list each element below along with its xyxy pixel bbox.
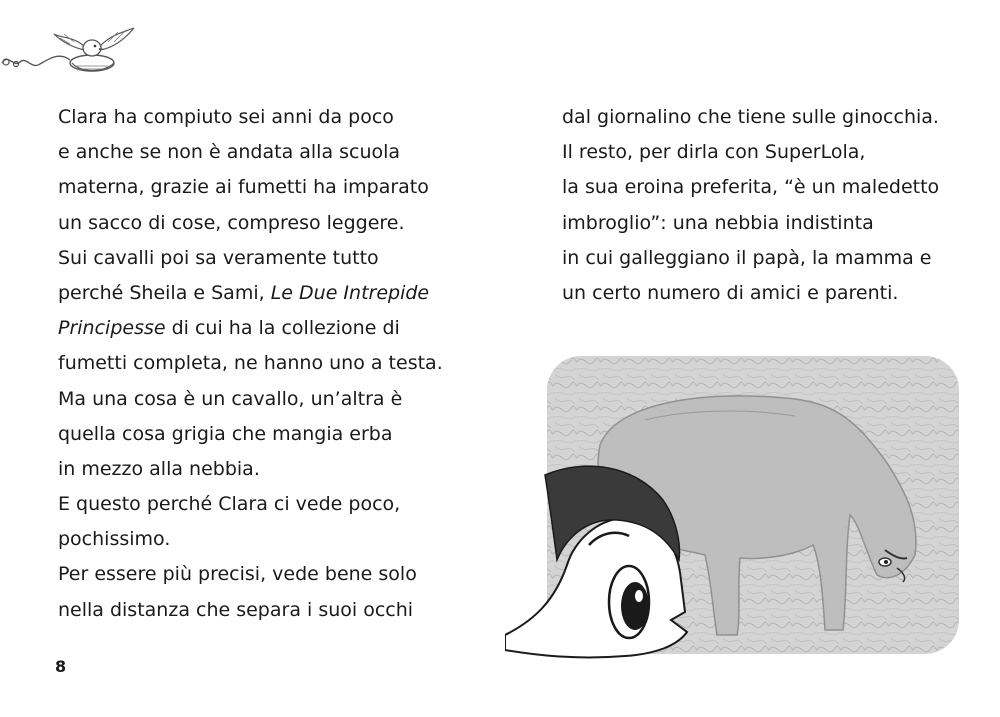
text-line: materna, grazie ai fumetti ha imparato (58, 176, 429, 199)
text-line: un certo numero di amici e parenti. (562, 281, 899, 304)
text-line (58, 311, 458, 346)
page-number: 8 (55, 657, 67, 676)
bird-nest-ornament-icon (0, 18, 140, 80)
text-line: Per essere più precisi, vede bene solo (58, 563, 417, 586)
text-segment: di cui ha la collezione di (171, 317, 400, 340)
text-line: la sua eroina preferita, “è un maledetto (562, 176, 940, 199)
text-segment: perché Sheila e Sami, (58, 281, 271, 304)
foggy-horse-illustration (505, 350, 965, 660)
text-line: pochissimo. (58, 528, 171, 551)
text-line: quella cosa grigia che mangia erba (58, 422, 393, 445)
text-line: in mezzo alla nebbia. (58, 457, 260, 480)
book-title-italic: Principesse (58, 317, 166, 340)
left-text-column (58, 100, 458, 628)
text-line: imbroglio”: una nebbia indistinta (562, 211, 874, 234)
book-title-italic: Le Due Intrepide (270, 281, 430, 304)
text-line: Il resto, per dirla con SuperLola, (562, 141, 866, 164)
text-line: E questo perché Clara ci vede poco, (58, 493, 401, 516)
text-line: un sacco di cose, compreso leggere. (58, 211, 405, 234)
text-line (58, 276, 458, 311)
text-line: Clara ha compiuto sei anni da poco (58, 106, 394, 128)
text-line: fumetti completa, ne hanno uno a testa. (58, 352, 443, 375)
right-text-column (562, 100, 962, 311)
text-line: in cui galleggiano il papà, la mamma e (562, 246, 932, 269)
text-line: nella distanza che separa i suoi occhi (58, 598, 414, 621)
text-line: Sui cavalli poi sa veramente tutto (58, 246, 379, 269)
text-line: dal giornalino che tiene sulle ginocchia. (562, 106, 939, 128)
text-line: Ma una cosa è un cavallo, un’altra è (58, 387, 403, 410)
text-line: e anche se non è andata alla scuola (58, 141, 401, 164)
